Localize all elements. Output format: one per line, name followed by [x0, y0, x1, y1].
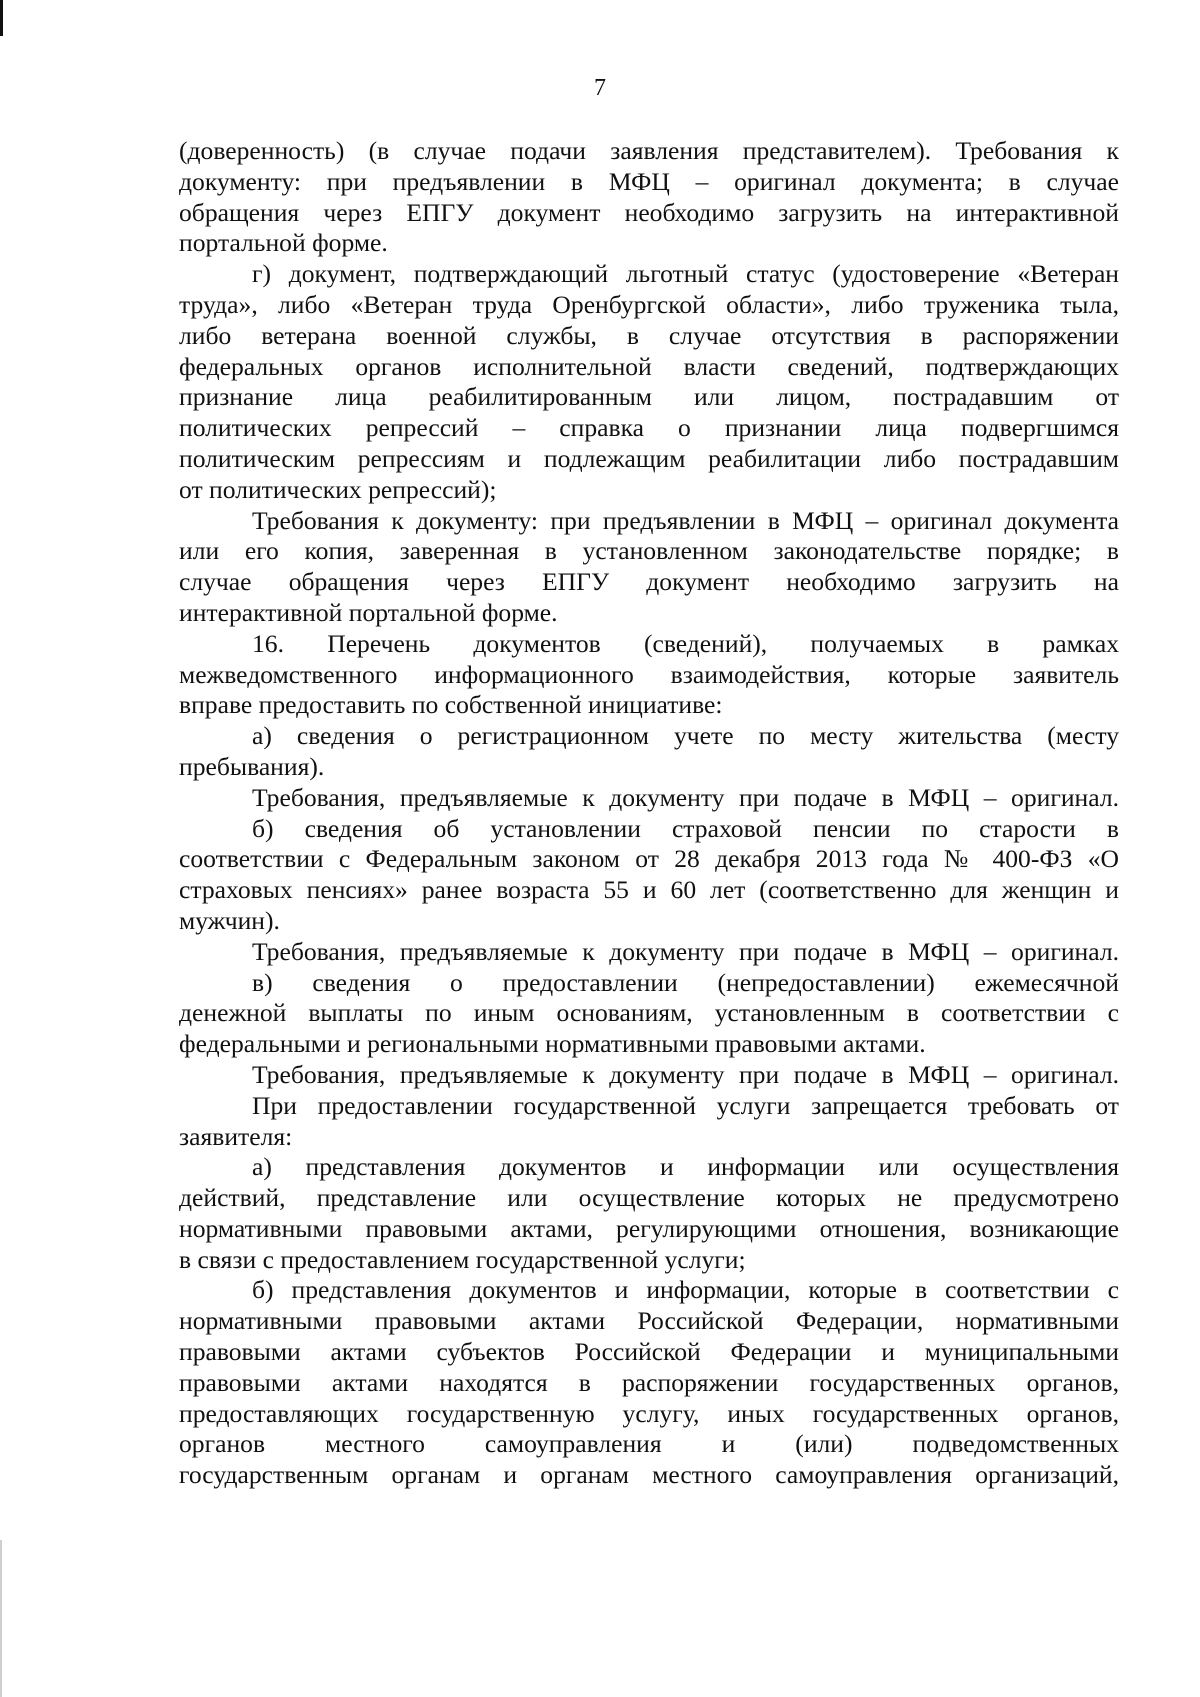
text-line: мужчин). — [179, 905, 280, 935]
text-line: политических репрессий – справка о признании лица подвергшимся — [179, 413, 1119, 443]
scan-edge-shadow — [0, 1540, 2, 1697]
text-line: нормативными правовыми актами Российской Федерации, нормативными — [179, 1306, 1119, 1336]
text-line: федеральных органов исполнительной власти сведений, подтверждающих — [179, 351, 1119, 381]
text-line: При предоставлении государственной услуги запрещается требовать от — [252, 1090, 1119, 1120]
text-line: политическим репрессиям и подлежащим реабилитации либо пострадавшим — [179, 443, 1119, 473]
text-line: б) сведения об установлении страховой пенсии по старости в — [252, 813, 1119, 843]
text-line: правовыми актами находятся в распоряжении государственных органов, — [179, 1367, 1119, 1397]
text-line: от политических репрессий); — [179, 474, 497, 504]
text-line: нормативными правовыми актами, регулирующими отношения, возникающие — [179, 1213, 1119, 1243]
text-line: Требования, предъявляемые к документу при подаче в МФЦ – оригинал. — [252, 936, 1119, 966]
text-line: государственным органам и органам местного самоуправления организаций, — [179, 1460, 1119, 1490]
text-line: б) представления документов и информации, которые в соответствии с — [252, 1275, 1119, 1305]
document-body — [179, 136, 1119, 1491]
text-line: Требования, предъявляемые к документу при подаче в МФЦ – оригинал. — [252, 782, 1119, 812]
text-line: 16. Перечень документов (сведений), получаемых в рамках — [252, 628, 1119, 658]
text-line: (доверенность) (в случае подачи заявления представителем). Требования к — [179, 136, 1119, 165]
text-line: правовыми актами субъектов Российской Федерации и муниципальными — [179, 1337, 1119, 1367]
text-line: документу: при предъявлении в МФЦ – оригинал документа; в случае — [179, 166, 1119, 196]
text-line: Требования, предъявляемые к документу при подаче в МФЦ – оригинал. — [252, 1059, 1119, 1089]
text-line: а) сведения о регистрационном учете по месту жительства (месту — [252, 721, 1119, 751]
text-line: предоставляющих государственную услугу, иных государственных органов, — [179, 1398, 1119, 1428]
text-line: а) представления документов и информации или осуществления — [252, 1152, 1119, 1182]
text-line: или его копия, заверенная в установленном законодательстве порядке; в — [179, 536, 1119, 566]
text-line: соответствии с Федеральным законом от 28 декабря 2013 года № 400-ФЗ «О — [179, 844, 1119, 874]
text-line: Требования к документу: при предъявлении в МФЦ – оригинал документа — [252, 505, 1119, 535]
scan-edge-mark — [0, 0, 3, 36]
text-line: случае обращения через ЕПГУ документ необходимо загрузить на — [179, 567, 1119, 597]
text-line: действий, представление или осуществление которых не предусмотрено — [179, 1183, 1119, 1213]
text-line: органов местного самоуправления и (или) подведомственных — [179, 1429, 1119, 1459]
text-line: страховых пенсиях» ранее возраста 55 и 60 лет (соответственно для женщин и — [179, 875, 1119, 905]
text-line: пребывания). — [179, 751, 325, 781]
text-line: г) документ, подтверждающий льготный статус (удостоверение «Ветеран — [252, 259, 1119, 289]
text-line: федеральными и региональными нормативными правовыми актами. — [179, 1029, 926, 1059]
text-line: вправе предоставить по собственной инициативе: — [179, 690, 723, 720]
text-line: заявителя: — [179, 1121, 293, 1151]
text-line: межведомственного информационного взаимодействия, которые заявитель — [179, 659, 1119, 689]
text-line: денежной выплаты по иным основаниям, установленным в соответствии с — [179, 998, 1119, 1028]
text-line: интерактивной портальной форме. — [179, 597, 558, 627]
text-line: признание лица реабилитированным или лицом, пострадавшим от — [179, 382, 1119, 412]
page-number: 7 — [594, 75, 606, 101]
text-line: в связи с предоставлением государственной услуги; — [179, 1244, 746, 1274]
text-line: либо ветерана военной службы, в случае отсутствия в распоряжении — [179, 320, 1119, 350]
text-line: труда», либо «Ветеран труда Оренбургской области», либо труженика тыла, — [179, 289, 1119, 319]
text-line: в) сведения о предоставлении (непредоставлении) ежемесячной — [252, 967, 1119, 997]
text-line: портальной форме. — [179, 228, 388, 258]
text-line: обращения через ЕПГУ документ необходимо загрузить на интерактивной — [179, 197, 1119, 227]
